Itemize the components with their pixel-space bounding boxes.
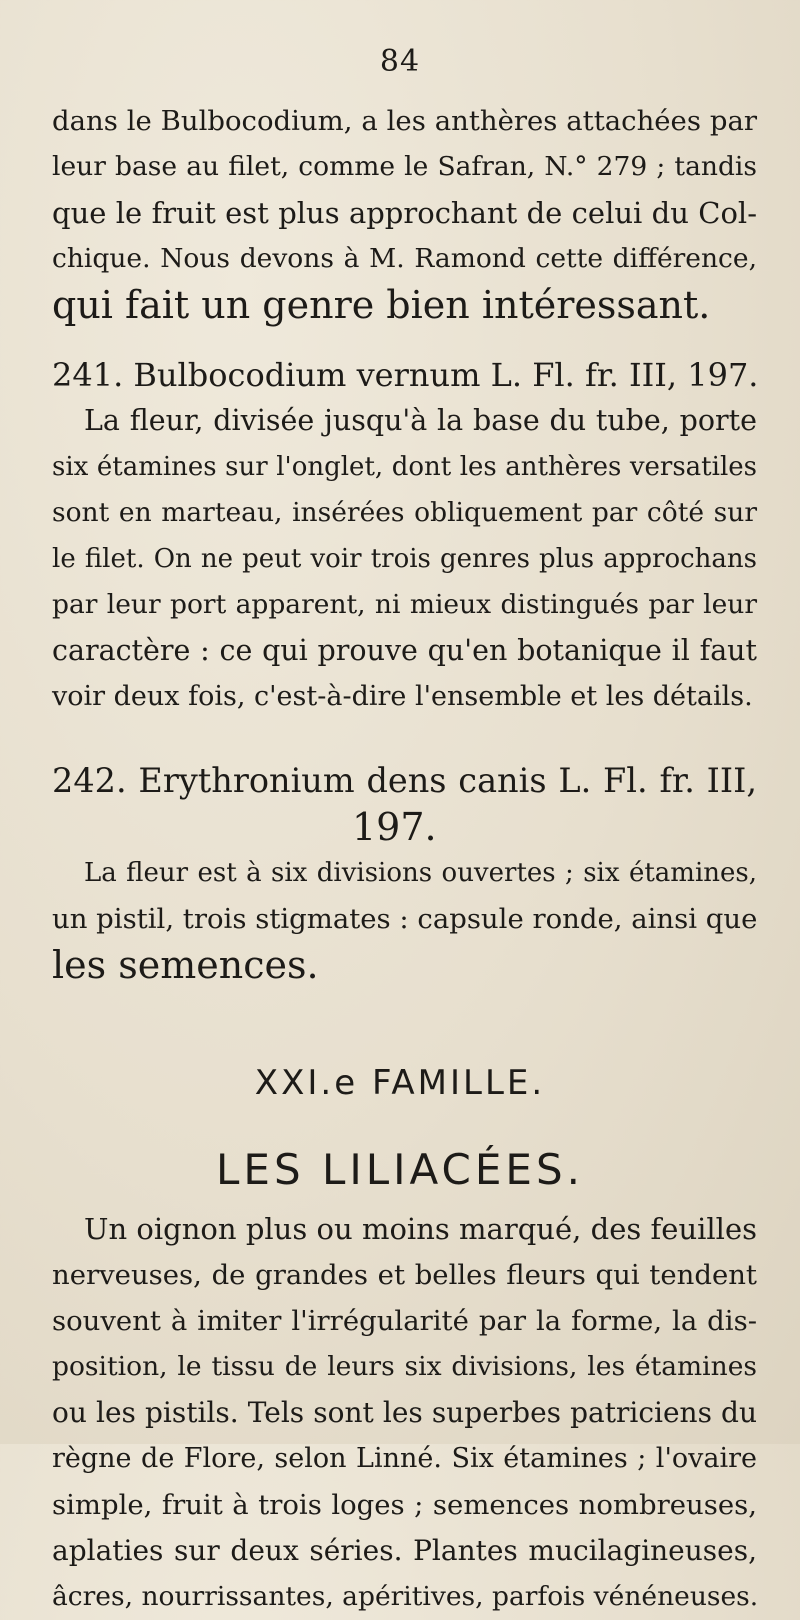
text-line: règne de Flore, selon Linné. Six étamines ; l'ovaire	[52, 1443, 757, 1474]
text-line: simple, fruit à trois loges ; semences nombreuses,	[52, 1489, 757, 1521]
entry-241-heading: 241. Bulbocodium vernum L. Fl. fr. III, 197.	[52, 356, 759, 394]
family-number: XXI.e FAMILLE.	[254, 1063, 546, 1103]
page-number: 84	[379, 44, 421, 79]
entry-241	[52, 352, 757, 720]
text-line: La fleur, divisée jusqu'à la base du tube, porte	[84, 404, 757, 437]
entry-242	[52, 758, 757, 988]
text-line: le filet. On ne peut voir trois genres plus approchans	[52, 544, 757, 574]
text-line: nerveuses, de grandes et belles fleurs qui tendent	[52, 1259, 757, 1291]
text-line: âcres, nourrissantes, apéritives, parfois vénéneuses.	[52, 1581, 759, 1612]
text-line: dans le Bulbocodium, a les anthères attachées par	[52, 105, 757, 137]
text-line: leur base au filet, comme le Safran, N.° 279 ; tandis	[52, 151, 757, 182]
text-line: par leur port apparent, ni mieux distingués par leur	[52, 589, 757, 620]
entry-242-heading: 242. Erythronium dens canis L. Fl. fr. III,	[52, 761, 757, 800]
family-name: LES LILIACÉES.	[216, 1145, 584, 1194]
paragraph-intro	[52, 98, 757, 328]
text-line: La fleur est à six divisions ouvertes ; six étamines,	[84, 858, 757, 888]
text-line: voir deux fois, c'est-à-dire l'ensemble et les détails.	[52, 681, 753, 712]
text-line: chique. Nous devons à M. Ramond cette différence,	[52, 243, 757, 274]
text-line: aplaties sur deux séries. Plantes mucilagineuses,	[52, 1534, 757, 1567]
text-line: qui fait un genre bien intéressant.	[52, 283, 711, 327]
text-line: sont en marteau, insérées obliquement par côté sur	[52, 497, 757, 528]
entry-242-heading-cont: 197.	[352, 805, 437, 849]
text-line: caractère : ce qui prouve qu'en botanique il faut	[52, 634, 757, 667]
text-line: un pistil, trois stigmates : capsule ronde, ainsi que	[52, 903, 758, 935]
text-line: Un oignon plus ou moins marqué, des feuilles	[84, 1212, 757, 1246]
text-line: souvent à imiter l'irrégularité par la forme, la dis-	[52, 1305, 757, 1337]
text-line: que le fruit est plus approchant de celui du Col-	[52, 196, 757, 230]
family-description	[52, 1206, 757, 1620]
text-line: les semences.	[52, 943, 319, 987]
text-line: position, le tissu de leurs six divisions, les étamines	[52, 1351, 757, 1382]
text-line: six étamines sur l'onglet, dont les anthères versatiles	[52, 452, 757, 482]
text-line: ou les pistils. Tels sont les superbes patriciens du	[52, 1396, 757, 1429]
